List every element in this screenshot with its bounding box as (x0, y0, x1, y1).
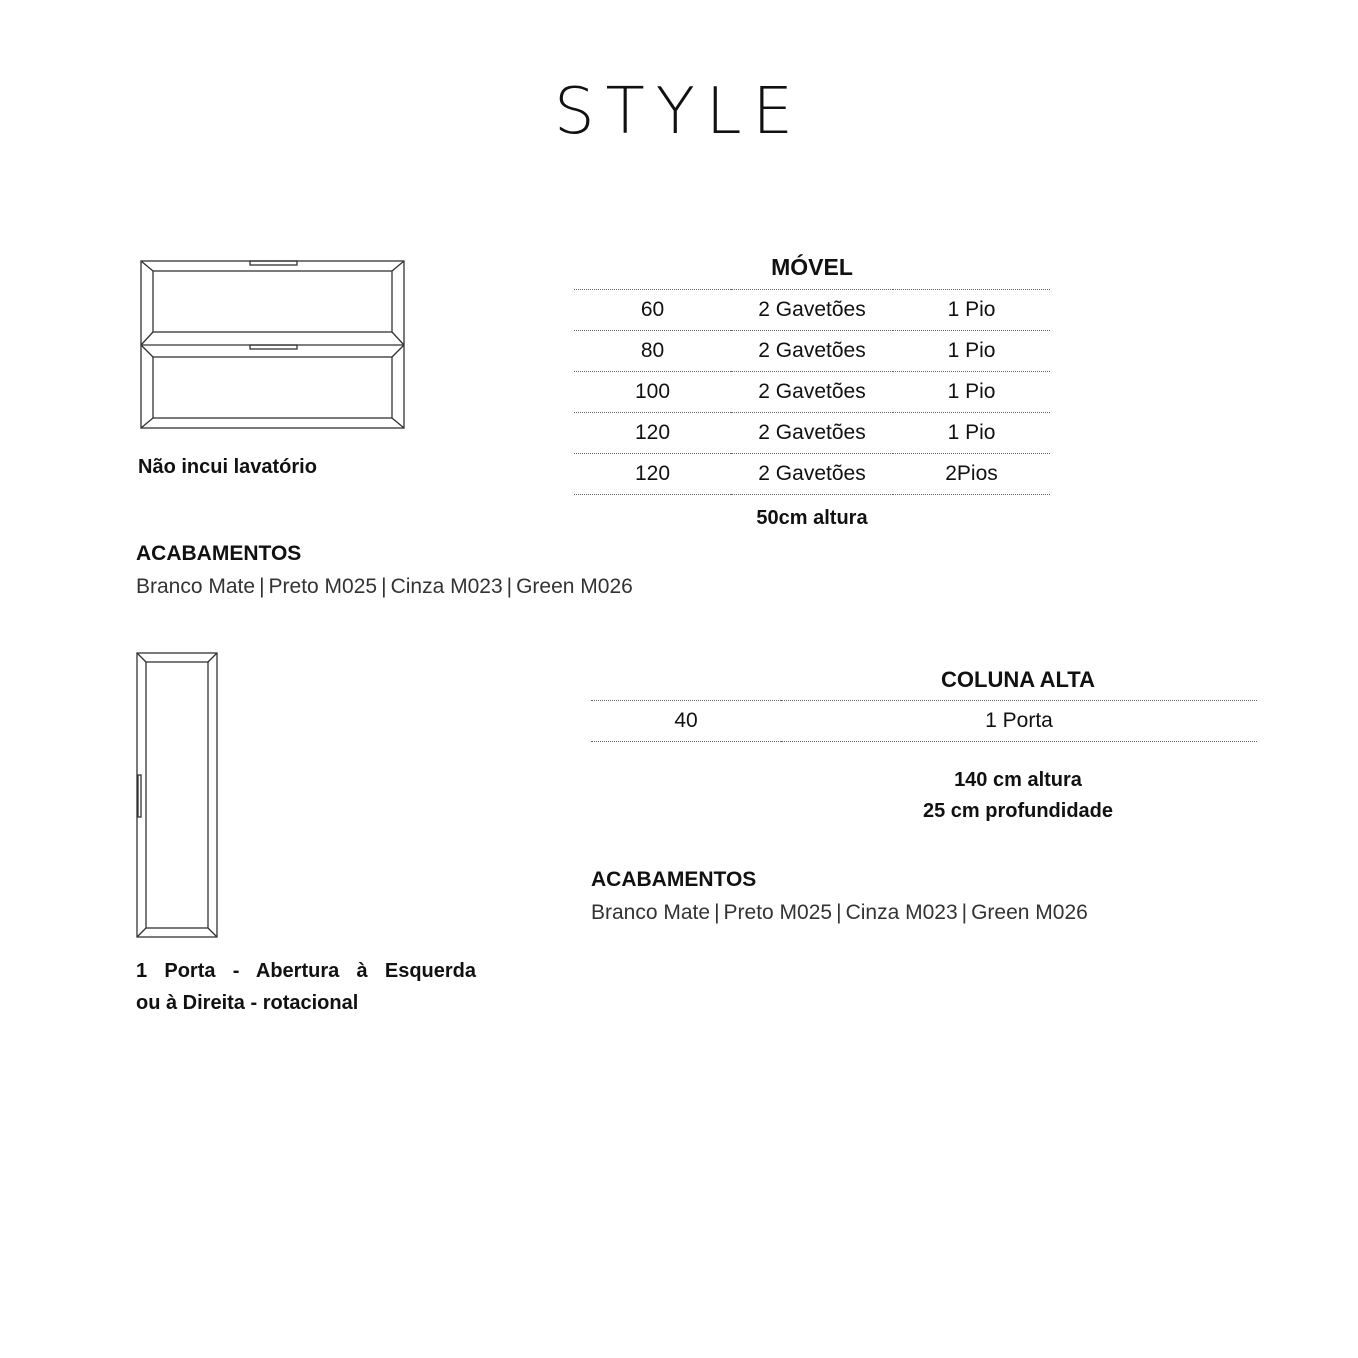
coluna-finishes-heading: ACABAMENTOS (591, 868, 757, 891)
table-cell: 2 Gavetões (731, 454, 893, 495)
separator: | (506, 575, 513, 598)
finish-item: Cinza M023 (390, 575, 503, 598)
table-cell: 40 (591, 701, 781, 742)
table-cell: 2Pios (893, 454, 1050, 495)
table-cell: 2 Gavetões (731, 372, 893, 413)
movel-spec-table (574, 289, 1050, 495)
finish-item: Preto M025 (268, 575, 378, 598)
cabinet-drawing (141, 261, 405, 429)
table-cell: 1 Pio (893, 331, 1050, 372)
table-cell: 60 (574, 290, 731, 331)
table-cell: 1 Porta (781, 701, 1257, 742)
table-cell: 120 (574, 454, 731, 495)
table-row (591, 701, 1257, 742)
table-row (574, 290, 1050, 331)
table-cell: 2 Gavetões (731, 331, 893, 372)
movel-height-note: 50cm altura (756, 507, 868, 529)
column-drawing (137, 653, 219, 939)
table-cell: 80 (574, 331, 731, 372)
separator: | (259, 575, 265, 598)
movel-finishes-list (136, 573, 633, 601)
column-caption-line1: 1 Porta - Abertura à Esquerda (136, 960, 476, 982)
coluna-depth-note: 25 cm profundidade (922, 800, 1114, 822)
table-cell: 2 Gavetões (731, 413, 893, 454)
table-row (574, 413, 1050, 454)
table-cell: 2 Gavetões (731, 290, 893, 331)
cabinet-caption: Não incui lavatório (138, 456, 317, 478)
table-row (574, 331, 1050, 372)
finish-item: Branco Mate (591, 901, 711, 924)
finish-item: Green M026 (516, 575, 633, 598)
coluna-heading: COLUNA ALTA (941, 667, 1095, 692)
separator: | (961, 901, 968, 924)
separator: | (714, 901, 720, 924)
separator: | (381, 575, 387, 598)
coluna-height-note: 140 cm altura (954, 769, 1082, 791)
finish-item: Branco Mate (136, 575, 256, 598)
table-row (574, 372, 1050, 413)
finish-item: Preto M025 (723, 901, 833, 924)
table-cell: 100 (574, 372, 731, 413)
coluna-finishes-list (591, 899, 1088, 927)
finish-item: Green M026 (971, 901, 1088, 924)
coluna-spec-table (591, 700, 1257, 742)
table-row (574, 454, 1050, 495)
separator: | (836, 901, 842, 924)
table-cell: 1 Pio (893, 372, 1050, 413)
column-caption-line2: ou à Direita - rotacional (136, 992, 359, 1014)
table-cell: 120 (574, 413, 731, 454)
table-cell: 1 Pio (893, 290, 1050, 331)
brand-title: STYLE (554, 75, 804, 149)
movel-heading: MÓVEL (771, 254, 853, 280)
movel-finishes-heading: ACABAMENTOS (136, 542, 302, 565)
finish-item: Cinza M023 (845, 901, 958, 924)
table-cell: 1 Pio (893, 413, 1050, 454)
